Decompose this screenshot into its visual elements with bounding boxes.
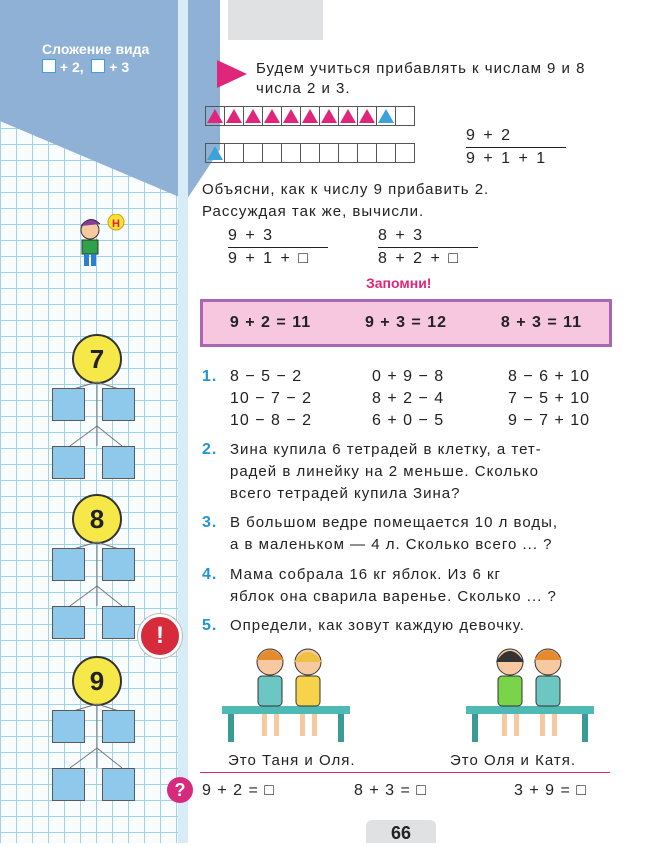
pink-triangle-icon — [207, 109, 223, 123]
answer-box[interactable] — [52, 768, 85, 801]
answer-box[interactable] — [102, 388, 135, 421]
answer-box[interactable] — [102, 768, 135, 801]
task-1-expr: 9 − 7 + 10 — [508, 412, 591, 429]
pink-triangle-icon — [359, 109, 375, 123]
fraction-den: 9 + 1 + 1 — [466, 150, 548, 167]
fraction-den: 9 + 1 + □ — [228, 250, 310, 267]
girls-on-bench-1-illustration — [222, 640, 352, 745]
task-2-line: радей в линейку на 2 меньше. Сколько — [230, 463, 539, 480]
answer-box[interactable] — [52, 388, 85, 421]
remember-title: Запомни! — [366, 275, 432, 291]
explain-line-1: Объясни, как к числу 9 прибавить 2. — [202, 181, 490, 198]
pink-triangle-icon — [340, 109, 356, 123]
task-4-number: 4. — [202, 566, 218, 583]
triangle-strip-1 — [206, 106, 415, 126]
fraction-9-3 — [228, 227, 328, 268]
pink-triangle-icon — [226, 109, 242, 123]
answer-box[interactable] — [52, 446, 85, 479]
task-3-line: В большом ведре помещается 10 л воды, — [230, 514, 559, 531]
intro-line-1: Будем учиться прибавлять к числам 9 и 8 — [256, 60, 586, 77]
task-1-expr: 10 − 8 − 2 — [230, 412, 313, 429]
task-1-expr: 8 − 5 − 2 — [230, 368, 303, 385]
warning-icon: ! — [138, 614, 182, 658]
task-1-expr: 8 + 2 − 4 — [372, 390, 445, 407]
task-1-expr: 6 + 0 − 5 — [372, 412, 445, 429]
task-5-number: 5. — [202, 617, 218, 634]
fraction-8-3 — [378, 227, 478, 268]
answer-box[interactable] — [52, 606, 85, 639]
pink-triangle-icon — [321, 109, 337, 123]
margin-bar — [178, 0, 188, 843]
answer-box[interactable] — [52, 548, 85, 581]
lesson-title-text: Сложение вида — [42, 41, 150, 57]
answer-box[interactable] — [102, 446, 135, 479]
task-2-number: 2. — [202, 441, 218, 458]
remember-item: 8 + 3 = 11 — [500, 314, 583, 331]
task-2-line: Зина купила 6 тетрадей в клетку, а тет- — [230, 441, 542, 458]
fraction-num: 9 + 3 — [228, 227, 328, 248]
house-number: 8 — [72, 494, 122, 544]
intro-line-2: числа 2 и 3. — [256, 80, 351, 97]
square-icon — [91, 59, 105, 73]
divider — [200, 772, 610, 773]
task-2-line: всего тетрадей купила Зина? — [230, 485, 461, 502]
page-number: 66 — [366, 820, 436, 843]
fraction-den: 8 + 2 + □ — [378, 250, 460, 267]
house-number: 9 — [72, 656, 122, 706]
task-1-expr: 8 − 6 + 10 — [508, 368, 591, 385]
triangle-strip-2 — [206, 143, 415, 163]
bottom-eq: 9 + 2 = □ — [202, 782, 275, 799]
task-1-number: 1. — [202, 368, 218, 385]
house-number: 7 — [72, 334, 122, 384]
number-house-9 — [52, 656, 142, 806]
fraction-num: 8 + 3 — [378, 227, 478, 248]
task-4-line: яблок она сварила варенье. Сколько ... ? — [230, 588, 557, 605]
task-1-expr: 10 − 7 − 2 — [230, 390, 313, 407]
number-house-8 — [52, 494, 142, 644]
bottom-eq: 3 + 9 = □ — [514, 782, 587, 799]
task-3-number: 3. — [202, 514, 218, 531]
explain-line-2: Рассуждая так же, вычисли. — [202, 203, 425, 220]
answer-box[interactable] — [102, 606, 135, 639]
answer-box[interactable] — [102, 710, 135, 743]
kid-badge: Н — [112, 218, 120, 230]
pink-triangle-icon — [302, 109, 318, 123]
lesson-formula: + 2, + 3 — [42, 58, 149, 76]
blue-triangle-icon — [378, 109, 394, 123]
top-fraction — [466, 127, 566, 168]
girls-on-bench-2-illustration — [466, 640, 596, 745]
task-1-expr: 0 + 9 − 8 — [372, 368, 445, 385]
schoolboy-icon — [76, 214, 126, 274]
answer-box[interactable] — [102, 548, 135, 581]
task-5-line: Определи, как зовут каждую девочку. — [230, 617, 525, 634]
pink-triangle-icon — [245, 109, 261, 123]
pink-triangle-icon — [264, 109, 280, 123]
remember-item: 9 + 3 = 12 — [364, 314, 448, 331]
task-4-line: Мама собрала 16 кг яблок. Из 6 кг — [230, 566, 502, 583]
pink-triangle-icon — [283, 109, 299, 123]
answer-box[interactable] — [52, 710, 85, 743]
top-tab — [228, 0, 323, 40]
bottom-eq: 8 + 3 = □ — [354, 782, 427, 799]
task-1-expr: 7 − 5 + 10 — [508, 390, 591, 407]
blue-triangle-icon — [207, 146, 223, 160]
caption-1: Это Таня и Оля. — [228, 752, 356, 769]
caption-2: Это Оля и Катя. — [450, 752, 576, 769]
task-3-line: а в маленьком — 4 л. Сколько всего ... ? — [230, 536, 553, 553]
remember-box — [200, 299, 612, 347]
play-triangle-icon — [217, 60, 247, 88]
remember-item: 9 + 2 = 11 — [229, 314, 312, 331]
question-icon: ? — [167, 777, 193, 803]
number-house-7 — [52, 334, 142, 484]
fraction-num: 9 + 2 — [466, 127, 566, 148]
lesson-title — [42, 40, 149, 76]
square-icon — [42, 59, 56, 73]
